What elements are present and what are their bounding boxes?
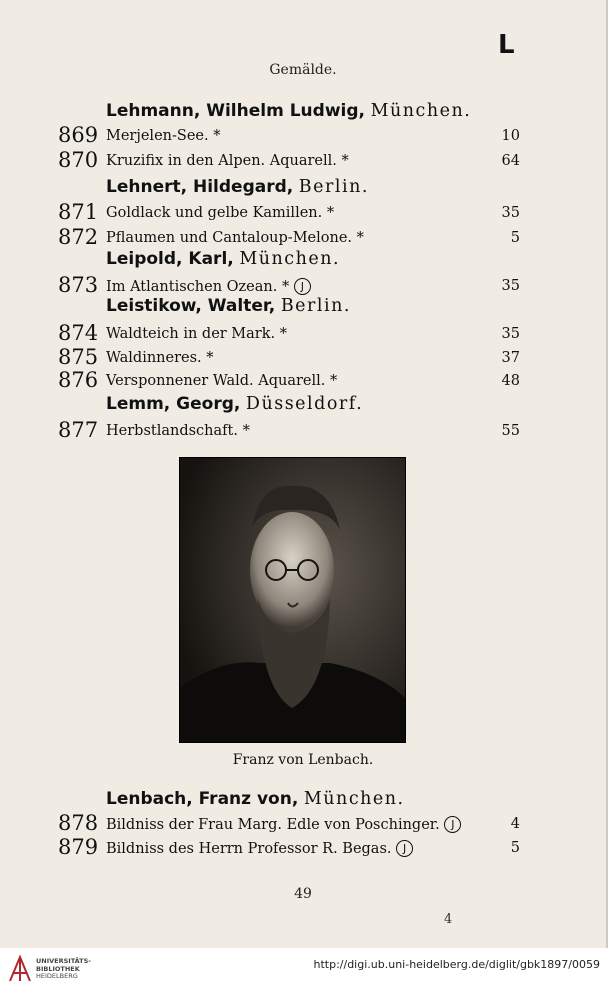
signature-mark: 4 <box>444 912 453 927</box>
artist-name: Leipold, Karl, <box>106 249 234 269</box>
artist-city: München. <box>303 789 405 809</box>
catalog-number: 871 <box>58 200 99 224</box>
artist-name: Lemm, Georg, <box>106 394 241 414</box>
running-head: Gemälde. <box>269 62 337 78</box>
artwork-price: 37 <box>501 350 520 366</box>
section-letter: L <box>498 30 515 60</box>
logo-line: UNIVERSITÄTS- <box>36 957 91 965</box>
portrait-photo <box>179 457 406 743</box>
artist-city: München. <box>370 101 472 121</box>
catalog-number: 879 <box>58 835 99 859</box>
artist-heading-lehmann <box>106 101 471 121</box>
artwork-title-text: Im Atlantischen Ozean. * <box>106 279 290 295</box>
artwork-price: 4 <box>510 816 520 832</box>
artwork-price: 5 <box>510 840 520 856</box>
artist-name: Leistikow, Walter, <box>106 296 276 316</box>
artwork-title-text: Bildniss der Frau Marg. Edle von Poschinger. <box>106 817 440 833</box>
artist-heading-lehnert <box>106 177 369 197</box>
catalog-number: 875 <box>58 345 99 369</box>
catalog-number: 869 <box>58 123 99 147</box>
artist-city: Düsseldorf. <box>245 394 364 414</box>
artwork-title: Waldteich in der Mark. * <box>106 326 287 342</box>
circled-j-mark-icon: J <box>444 816 461 833</box>
artist-city: Berlin. <box>298 177 369 197</box>
logo-line: HEIDELBERG <box>36 972 78 980</box>
circled-j-mark-icon: J <box>294 278 311 295</box>
catalog-number: 878 <box>58 811 99 835</box>
artist-heading-leipold <box>106 249 340 269</box>
artwork-price: 10 <box>501 128 520 144</box>
artwork-price: 48 <box>501 373 520 389</box>
artwork-price: 35 <box>501 205 520 221</box>
artist-name: Lehmann, Wilhelm Ludwig, <box>106 101 365 121</box>
artwork-price: 35 <box>501 278 520 294</box>
artwork-price: 64 <box>501 153 520 169</box>
artwork-price: 55 <box>501 423 520 439</box>
logo-line: BIBLIOTHEK <box>36 964 80 973</box>
source-url-link[interactable]: http://digi.ub.uni-heidelberg.de/diglit/gbk1897/0059 <box>313 958 600 971</box>
artwork-price: 5 <box>510 230 520 246</box>
artist-heading-lemm <box>106 394 363 414</box>
artist-name: Lehnert, Hildegard, <box>106 177 294 197</box>
catalog-number: 872 <box>58 225 99 249</box>
portrait-photo-icon <box>180 458 405 742</box>
catalog-number: 874 <box>58 321 99 345</box>
catalog-number: 876 <box>58 368 99 392</box>
artwork-title <box>106 278 311 295</box>
university-library-logo-icon <box>8 955 32 983</box>
catalog-number: 873 <box>58 273 99 297</box>
artwork-title-text: Bildniss des Herrn Professor R. Begas. <box>106 841 392 857</box>
artist-heading-lenbach <box>106 789 405 809</box>
artwork-title: Waldinneres. * <box>106 350 214 366</box>
artist-city: München. <box>239 249 341 269</box>
artwork-title: Versponnener Wald. Aquarell. * <box>106 373 338 389</box>
page-number: 49 <box>294 886 312 902</box>
catalog-number: 877 <box>58 418 99 442</box>
footer-bar <box>0 948 608 995</box>
artwork-title: Merjelen-See. * <box>106 128 221 144</box>
artwork-title <box>106 816 461 833</box>
artist-name: Lenbach, Franz von, <box>106 789 299 809</box>
artwork-title: Kruzifix in den Alpen. Aquarell. * <box>106 153 349 169</box>
library-logo-text <box>36 958 91 981</box>
artwork-title: Pflaumen und Cantaloup-Melone. * <box>106 230 364 246</box>
artwork-price: 35 <box>501 326 520 342</box>
photo-caption: Franz von Lenbach. <box>232 752 374 768</box>
artwork-title <box>106 840 413 857</box>
catalog-number: 870 <box>58 148 99 172</box>
artist-city: Berlin. <box>280 296 351 316</box>
artwork-title: Herbstlandschaft. * <box>106 423 250 439</box>
circled-j-mark-icon: J <box>396 840 413 857</box>
artist-heading-leistikow <box>106 296 351 316</box>
artwork-title: Goldlack und gelbe Kamillen. * <box>106 205 335 221</box>
